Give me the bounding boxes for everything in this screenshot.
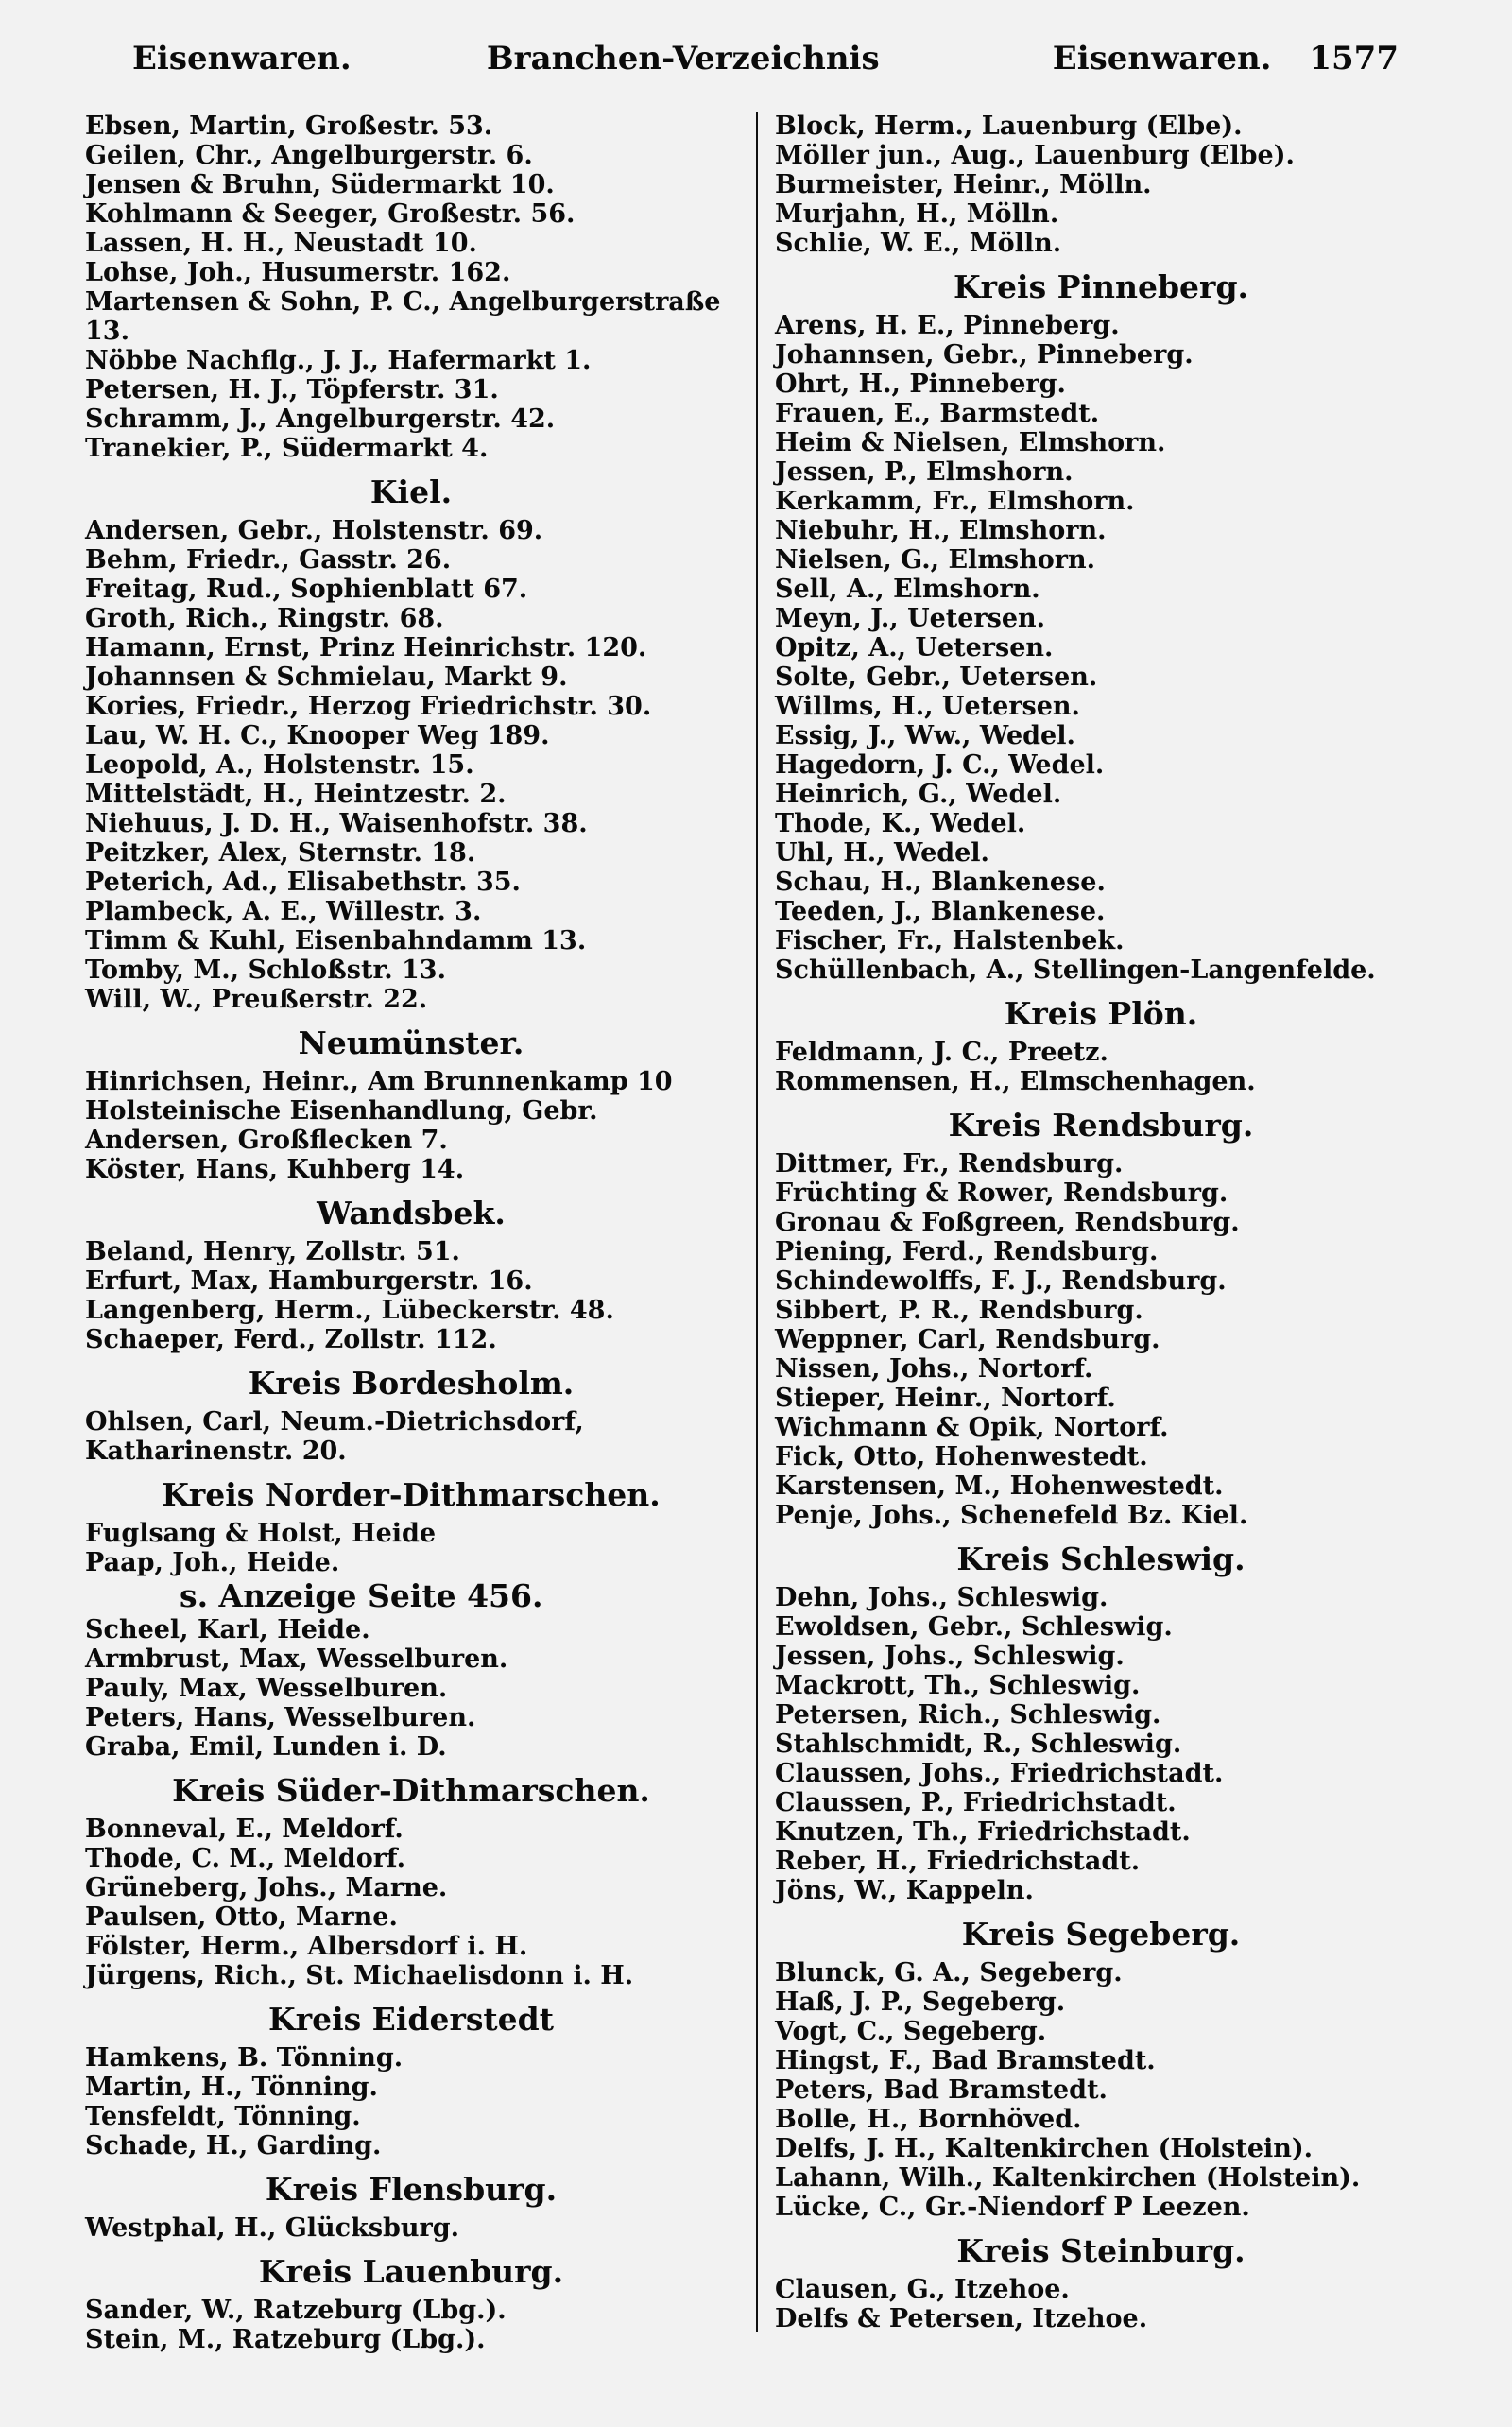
header-center-title: Branchen-Verzeichnis: [486, 40, 880, 77]
directory-entry: Stahlschmidt, R., Schleswig.: [775, 1730, 1182, 1759]
section-heading: Kreis Eiderstedt: [268, 2001, 554, 2038]
section-heading: Kreis Segeberg.: [961, 1916, 1241, 1953]
directory-entry: Meyn, J., Uetersen.: [775, 604, 1046, 633]
directory-entry: Fuglsang & Holst, Heide: [85, 1519, 437, 1548]
right-column: [775, 112, 1427, 2389]
directory-entry: Grüneberg, Johs., Marne.: [85, 1873, 448, 1902]
directory-entry: Solte, Gebr., Uetersen.: [775, 663, 1098, 692]
directory-entry: Opitz, A., Uetersen.: [775, 633, 1054, 663]
directory-entry: Tranekier, P., Südermarkt 4.: [85, 434, 489, 463]
directory-entry: Andersen, Gebr., Holstenstr. 69.: [85, 516, 543, 545]
directory-entry: Blunck, G. A., Segeberg.: [775, 1958, 1123, 1988]
directory-entry: Scheel, Karl, Heide.: [85, 1615, 370, 1644]
directory-entry: Claussen, Johs., Friedrichstadt.: [775, 1759, 1224, 1788]
directory-entry: Weppner, Carl, Rendsburg.: [775, 1325, 1160, 1354]
directory-entry: Hinrichsen, Heinr., Am Brunnenkamp 10: [85, 1067, 673, 1096]
directory-entry: Kories, Friedr., Herzog Friedrichstr. 30.: [85, 692, 652, 721]
directory-entry: Dehn, Johs., Schleswig.: [775, 1583, 1108, 1612]
directory-entry: Reber, H., Friedrichstadt.: [775, 1847, 1141, 1876]
directory-entry: Petersen, H. J., Töpferstr. 31.: [85, 375, 499, 404]
directory-entry: Bolle, H., Bornhöved.: [775, 2105, 1082, 2134]
directory-entry: Plambeck, A. E., Willestr. 3.: [85, 897, 482, 926]
directory-entry: Vogt, C., Segeberg.: [775, 2017, 1047, 2046]
section-heading: Kreis Bordesholm.: [248, 1365, 575, 1402]
directory-entry: Beland, Henry, Zollstr. 51.: [85, 1237, 460, 1266]
directory-entry: Delfs & Petersen, Itzehoe.: [775, 2304, 1148, 2333]
directory-entry: Erfurt, Max, Hamburgerstr. 16.: [85, 1266, 533, 1296]
directory-entry: Will, W., Preußerstr. 22.: [85, 985, 428, 1014]
directory-entry: Schramm, J., Angelburgerstr. 42.: [85, 404, 556, 434]
directory-entry: Willms, H., Uetersen.: [775, 692, 1080, 721]
directory-entry: Schindewolffs, F. J., Rendsburg.: [775, 1266, 1227, 1296]
directory-entry: Kohlmann & Seeger, Großestr. 56.: [85, 199, 576, 229]
directory-entry: Jensen & Bruhn, Südermarkt 10.: [85, 170, 555, 199]
column-divider: [756, 112, 758, 2332]
section-heading: Kreis Lauenburg.: [258, 2253, 564, 2290]
directory-entry: Behm, Friedr., Gasstr. 26.: [85, 545, 452, 575]
directory-entry: Hamann, Ernst, Prinz Heinrichstr. 120.: [85, 633, 647, 663]
directory-entry: Burmeister, Heinr., Mölln.: [775, 170, 1152, 199]
directory-entry: Hamkens, B. Tönning.: [85, 2043, 404, 2073]
directory-entry: Heinrich, G., Wedel.: [775, 780, 1062, 809]
directory-entry: Ohlsen, Carl, Neum.-Dietrichsdorf, Katharinenstr. 20.: [85, 1407, 584, 1466]
directory-entry: Johannsen & Schmielau, Markt 9.: [85, 663, 568, 692]
section-heading: Kreis Pinneberg.: [953, 268, 1249, 305]
directory-entry: Murjahn, H., Mölln.: [775, 199, 1059, 229]
directory-entry: Ohrt, H., Pinneberg.: [775, 370, 1066, 399]
directory-entry: Ewoldsen, Gebr., Schleswig.: [775, 1612, 1173, 1642]
directory-entry: Lau, W. H. C., Knooper Weg 189.: [85, 721, 550, 750]
directory-entry: Armbrust, Max, Wesselburen.: [85, 1644, 508, 1674]
directory-entry: Arens, H. E., Pinneberg.: [775, 311, 1120, 340]
directory-entry: Martensen & Sohn, P. C., Angelburgerstraße 13.: [85, 287, 721, 346]
section-heading: Kreis Steinburg.: [956, 2232, 1246, 2269]
section-heading: Kreis Schleswig.: [956, 1541, 1246, 1577]
directory-entry: Peitzker, Alex, Sternstr. 18.: [85, 838, 476, 868]
directory-entry: Sell, A., Elmshorn.: [775, 575, 1040, 604]
directory-entry: Stieper, Heinr., Nortorf.: [775, 1384, 1116, 1413]
directory-entry: Timm & Kuhl, Eisenbahndamm 13.: [85, 926, 587, 955]
directory-entry: Jürgens, Rich., St. Michaelisdonn i. H.: [85, 1961, 634, 1990]
directory-entry: Peters, Hans, Wesselburen.: [85, 1703, 476, 1732]
page-header: [132, 40, 1399, 93]
directory-entry: Kerkamm, Fr., Elmshorn.: [775, 487, 1135, 516]
directory-entry: Rommensen, H., Elmschenhagen.: [775, 1067, 1256, 1096]
directory-entry: Peterich, Ad., Elisabethstr. 35.: [85, 868, 521, 897]
directory-entry: Leopold, A., Holstenstr. 15.: [85, 750, 474, 780]
directory-entry: Martin, H., Tönning.: [85, 2073, 378, 2102]
directory-entry: Nielsen, G., Elmshorn.: [775, 545, 1095, 575]
directory-entry: Früchting & Rower, Rendsburg.: [775, 1179, 1228, 1208]
section-heading: Kreis Norder-Dithmarschen.: [162, 1476, 661, 1513]
directory-entry: Nöbbe Nachflg., J. J., Hafermarkt 1.: [85, 346, 592, 375]
directory-entry: Dittmer, Fr., Rendsburg.: [775, 1149, 1124, 1179]
directory-entry: Schau, H., Blankenese.: [775, 868, 1106, 897]
page-number: 1577: [1309, 40, 1399, 77]
directory-entry: Lücke, C., Gr.-Niendorf P Leezen.: [775, 2193, 1250, 2222]
directory-entry: Gronau & Foßgreen, Rendsburg.: [775, 1208, 1240, 1237]
directory-entry: Schaeper, Ferd., Zollstr. 112.: [85, 1325, 497, 1354]
section-heading: Kreis Flensburg.: [265, 2171, 558, 2208]
directory-entry: Mittelstädt, H., Heintzestr. 2.: [85, 780, 507, 809]
left-column: [85, 112, 737, 2389]
directory-entry: Freitag, Rud., Sophienblatt 67.: [85, 575, 528, 604]
directory-entry: Hagedorn, J. C., Wedel.: [775, 750, 1105, 780]
directory-entry: Groth, Rich., Ringstr. 68.: [85, 604, 444, 633]
directory-entry: Tensfeldt, Tönning.: [85, 2102, 361, 2131]
directory-entry: Fölster, Herm., Albersdorf i. H.: [85, 1932, 528, 1961]
directory-entry: Heim & Nielsen, Elmshorn.: [775, 428, 1166, 457]
advert-reference: s. Anzeige Seite 456.: [180, 1577, 543, 1614]
directory-entry: Stein, M., Ratzeburg (Lbg.).: [85, 2325, 486, 2354]
directory-entry: Schüllenbach, A., Stellingen-Langenfelde.: [775, 955, 1376, 985]
directory-entry: Frauen, E., Barmstedt.: [775, 399, 1100, 428]
section-heading: Kreis Süder-Dithmarschen.: [172, 1772, 650, 1809]
directory-entry: Sander, W., Ratzeburg (Lbg.).: [85, 2296, 507, 2325]
directory-entry: Feldmann, J. C., Preetz.: [775, 1038, 1108, 1067]
directory-entry: Hingst, F., Bad Bramstedt.: [775, 2046, 1156, 2075]
directory-entry: Delfs, J. H., Kaltenkirchen (Holstein).: [775, 2134, 1314, 2163]
directory-entry: Jöns, W., Kappeln.: [775, 1876, 1034, 1905]
directory-entry: Wichmann & Opik, Nortorf.: [775, 1413, 1169, 1442]
directory-entry: Mackrott, Th., Schleswig.: [775, 1671, 1141, 1700]
directory-entry: Haß, J. P., Segeberg.: [775, 1988, 1066, 2017]
directory-entry: Claussen, P., Friedrichstadt.: [775, 1788, 1177, 1817]
directory-entry: Paap, Joh., Heide.: [85, 1548, 340, 1577]
header-right-title: Eisenwaren.: [1052, 40, 1272, 77]
section-heading: Kreis Plön.: [1004, 995, 1198, 1032]
directory-entry: Fischer, Fr., Halstenbek.: [775, 926, 1125, 955]
directory-entry: Tomby, M., Schloßstr. 13.: [85, 955, 446, 985]
directory-entry: Schlie, W. E., Mölln.: [775, 229, 1062, 258]
directory-entry: Lahann, Wilh., Kaltenkirchen (Holstein).: [775, 2163, 1361, 2193]
directory-entry: Sibbert, P. R., Rendsburg.: [775, 1296, 1143, 1325]
directory-entry: Teeden, J., Blankenese.: [775, 897, 1106, 926]
directory-entry: Knutzen, Th., Friedrichstadt.: [775, 1817, 1191, 1847]
directory-entry: Lassen, H. H., Neustadt 10.: [85, 229, 477, 258]
directory-entry: Ebsen, Martin, Großestr. 53.: [85, 112, 493, 141]
directory-entry: Penje, Johs., Schenefeld Bz. Kiel.: [775, 1501, 1248, 1530]
directory-entry: Jessen, Johs., Schleswig.: [775, 1642, 1125, 1671]
header-right: [1053, 40, 1399, 77]
directory-entry: Paulsen, Otto, Marne.: [85, 1902, 398, 1932]
directory-entry: Piening, Ferd., Rendsburg.: [775, 1237, 1159, 1266]
section-heading: Kreis Rendsburg.: [948, 1107, 1254, 1144]
directory-entry: Thode, K., Wedel.: [775, 809, 1026, 838]
directory-entry: Block, Herm., Lauenburg (Elbe).: [775, 112, 1243, 141]
directory-entry: Geilen, Chr., Angelburgerstr. 6.: [85, 141, 533, 170]
section-heading: Kiel.: [369, 473, 453, 510]
directory-entry: Holsteinische Eisenhandlung, Gebr. Andersen, Großflecken 7.: [85, 1096, 598, 1155]
directory-entry: Westphal, H., Glücksburg.: [85, 2213, 460, 2243]
directory-entry: Niebuhr, H., Elmshorn.: [775, 516, 1107, 545]
section-heading: Wandsbek.: [317, 1195, 506, 1231]
directory-entry: Peters, Bad Bramstedt.: [775, 2075, 1108, 2105]
directory-entry: Essig, J., Ww., Wedel.: [775, 721, 1075, 750]
directory-entry: Köster, Hans, Kuhberg 14.: [85, 1155, 465, 1184]
section-heading: Neumünster.: [298, 1024, 524, 1061]
directory-entry: Jessen, P., Elmshorn.: [775, 457, 1074, 487]
directory-entry: Langenberg, Herm., Lübeckerstr. 48.: [85, 1296, 614, 1325]
directory-entry: Niehuus, J. D. H., Waisenhofstr. 38.: [85, 809, 588, 838]
directory-entry: Schade, H., Garding.: [85, 2131, 382, 2160]
directory-entry: Möller jun., Aug., Lauenburg (Elbe).: [775, 141, 1295, 170]
directory-entry: Bonneval, E., Meldorf.: [85, 1815, 404, 1844]
directory-entry: Graba, Emil, Lunden i. D.: [85, 1732, 447, 1762]
directory-entry: Karstensen, M., Hohenwestedt.: [775, 1472, 1224, 1501]
directory-entry: Johannsen, Gebr., Pinneberg.: [775, 340, 1194, 370]
directory-entry: Petersen, Rich., Schleswig.: [775, 1700, 1161, 1730]
directory-entry: Nissen, Johs., Nortorf.: [775, 1354, 1093, 1384]
directory-entry: Thode, C. M., Meldorf.: [85, 1844, 405, 1873]
directory-entry: Fick, Otto, Hohenwestedt.: [775, 1442, 1148, 1472]
directory-entry: Uhl, H., Wedel.: [775, 838, 989, 868]
directory-entry: Lohse, Joh., Husumerstr. 162.: [85, 258, 511, 287]
header-left-title: Eisenwaren.: [132, 40, 352, 77]
directory-entry: Clausen, G., Itzehoe.: [775, 2275, 1070, 2304]
directory-entry: Pauly, Max, Wesselburen.: [85, 1674, 448, 1703]
